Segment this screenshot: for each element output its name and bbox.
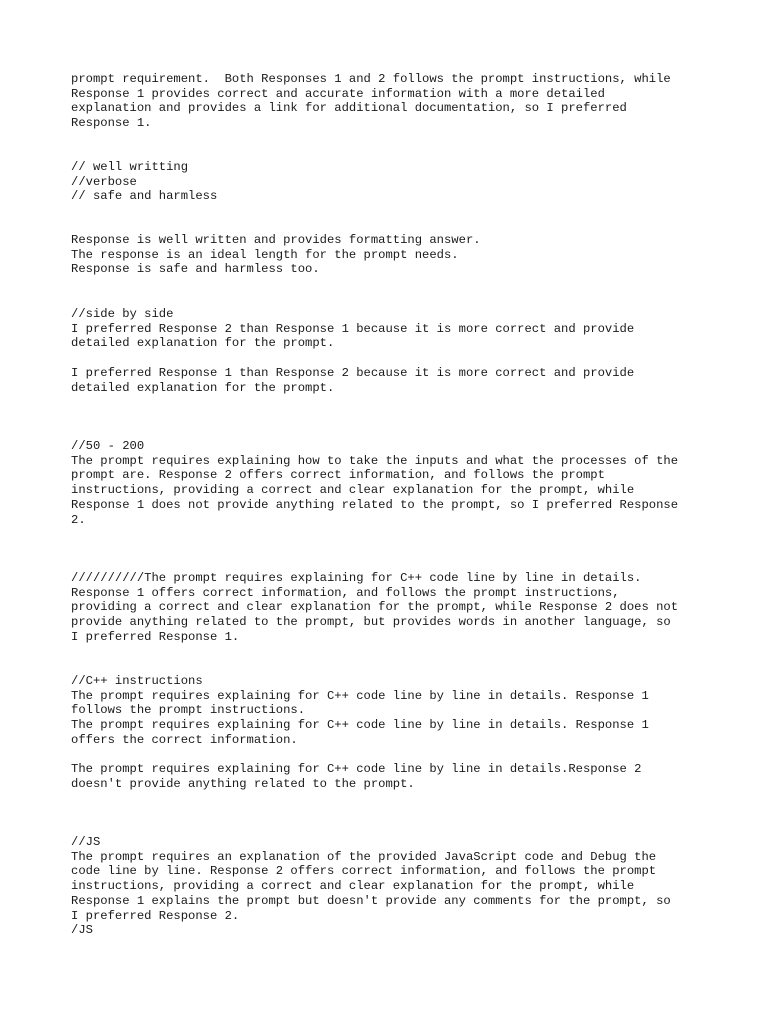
paragraph-50-200: //50 - 200 The prompt requires explaining how to take the inputs and what the processes of the prompt are. Response 2 offers correct information, and follows the prompt instructions, providing a correct and clear explanation for the prompt, while Response 1 does not provide anything related to the prompt, so I preferred Response 2. [71, 439, 679, 527]
paragraph-side-by-side-1: I preferred Response 1 than Response 2 because it is more correct and provide detailed explanation for the prompt. [71, 366, 635, 395]
paragraph-rubric-notes: // well writting //verbose // safe and harmless [71, 160, 218, 204]
paragraph-quality-summary: Response is well written and provides formatting answer. The response is an ideal length for the prompt needs. Response is safe and harmless too. [71, 233, 481, 277]
paragraph-side-by-side-2: //side by side I preferred Response 2 than Response 1 because it is more correct and provide detailed explanation for the prompt. [71, 307, 635, 351]
paragraph-cpp-line-by-line: //////////The prompt requires explaining for C++ code line by line in details. Response 1 offers correct information, and follows the prompt instructions, providing a correct and clear explanation for the prompt, while Response 2 does not provide anything related to the prompt, but provides words in another language, so I preferred Response 1. [71, 571, 679, 644]
paragraph-cpp-instructions: //C++ instructions The prompt requires explaining for C++ code line by line in details. Response 1 follows the prompt instructions. The prompt requires explaining for C++ code line by line in details. Response 1 offers the correct information. [71, 674, 649, 747]
paragraph-cpp-response-2: The prompt requires explaining for C++ code line by line in details.Response 2 doesn't provide anything related to the prompt. [71, 762, 642, 791]
paragraph-response-preference: prompt requirement. Both Responses 1 and 2 follows the prompt instructions, while Response 1 provides correct and accurate information with a more detailed explanation and provides a link for additional documentation, so I preferred Response 1. [71, 72, 671, 131]
paragraph-js: //JS The prompt requires an explanation of the provided JavaScript code and Debug the code line by line. Response 2 offers correct information, and follows the prompt instructions, providing a correct and clear explanation for the prompt, while Response 1 explains the prompt but doesn't provide any comments for the prompt, so I preferred Response 2. /JS [71, 835, 671, 938]
